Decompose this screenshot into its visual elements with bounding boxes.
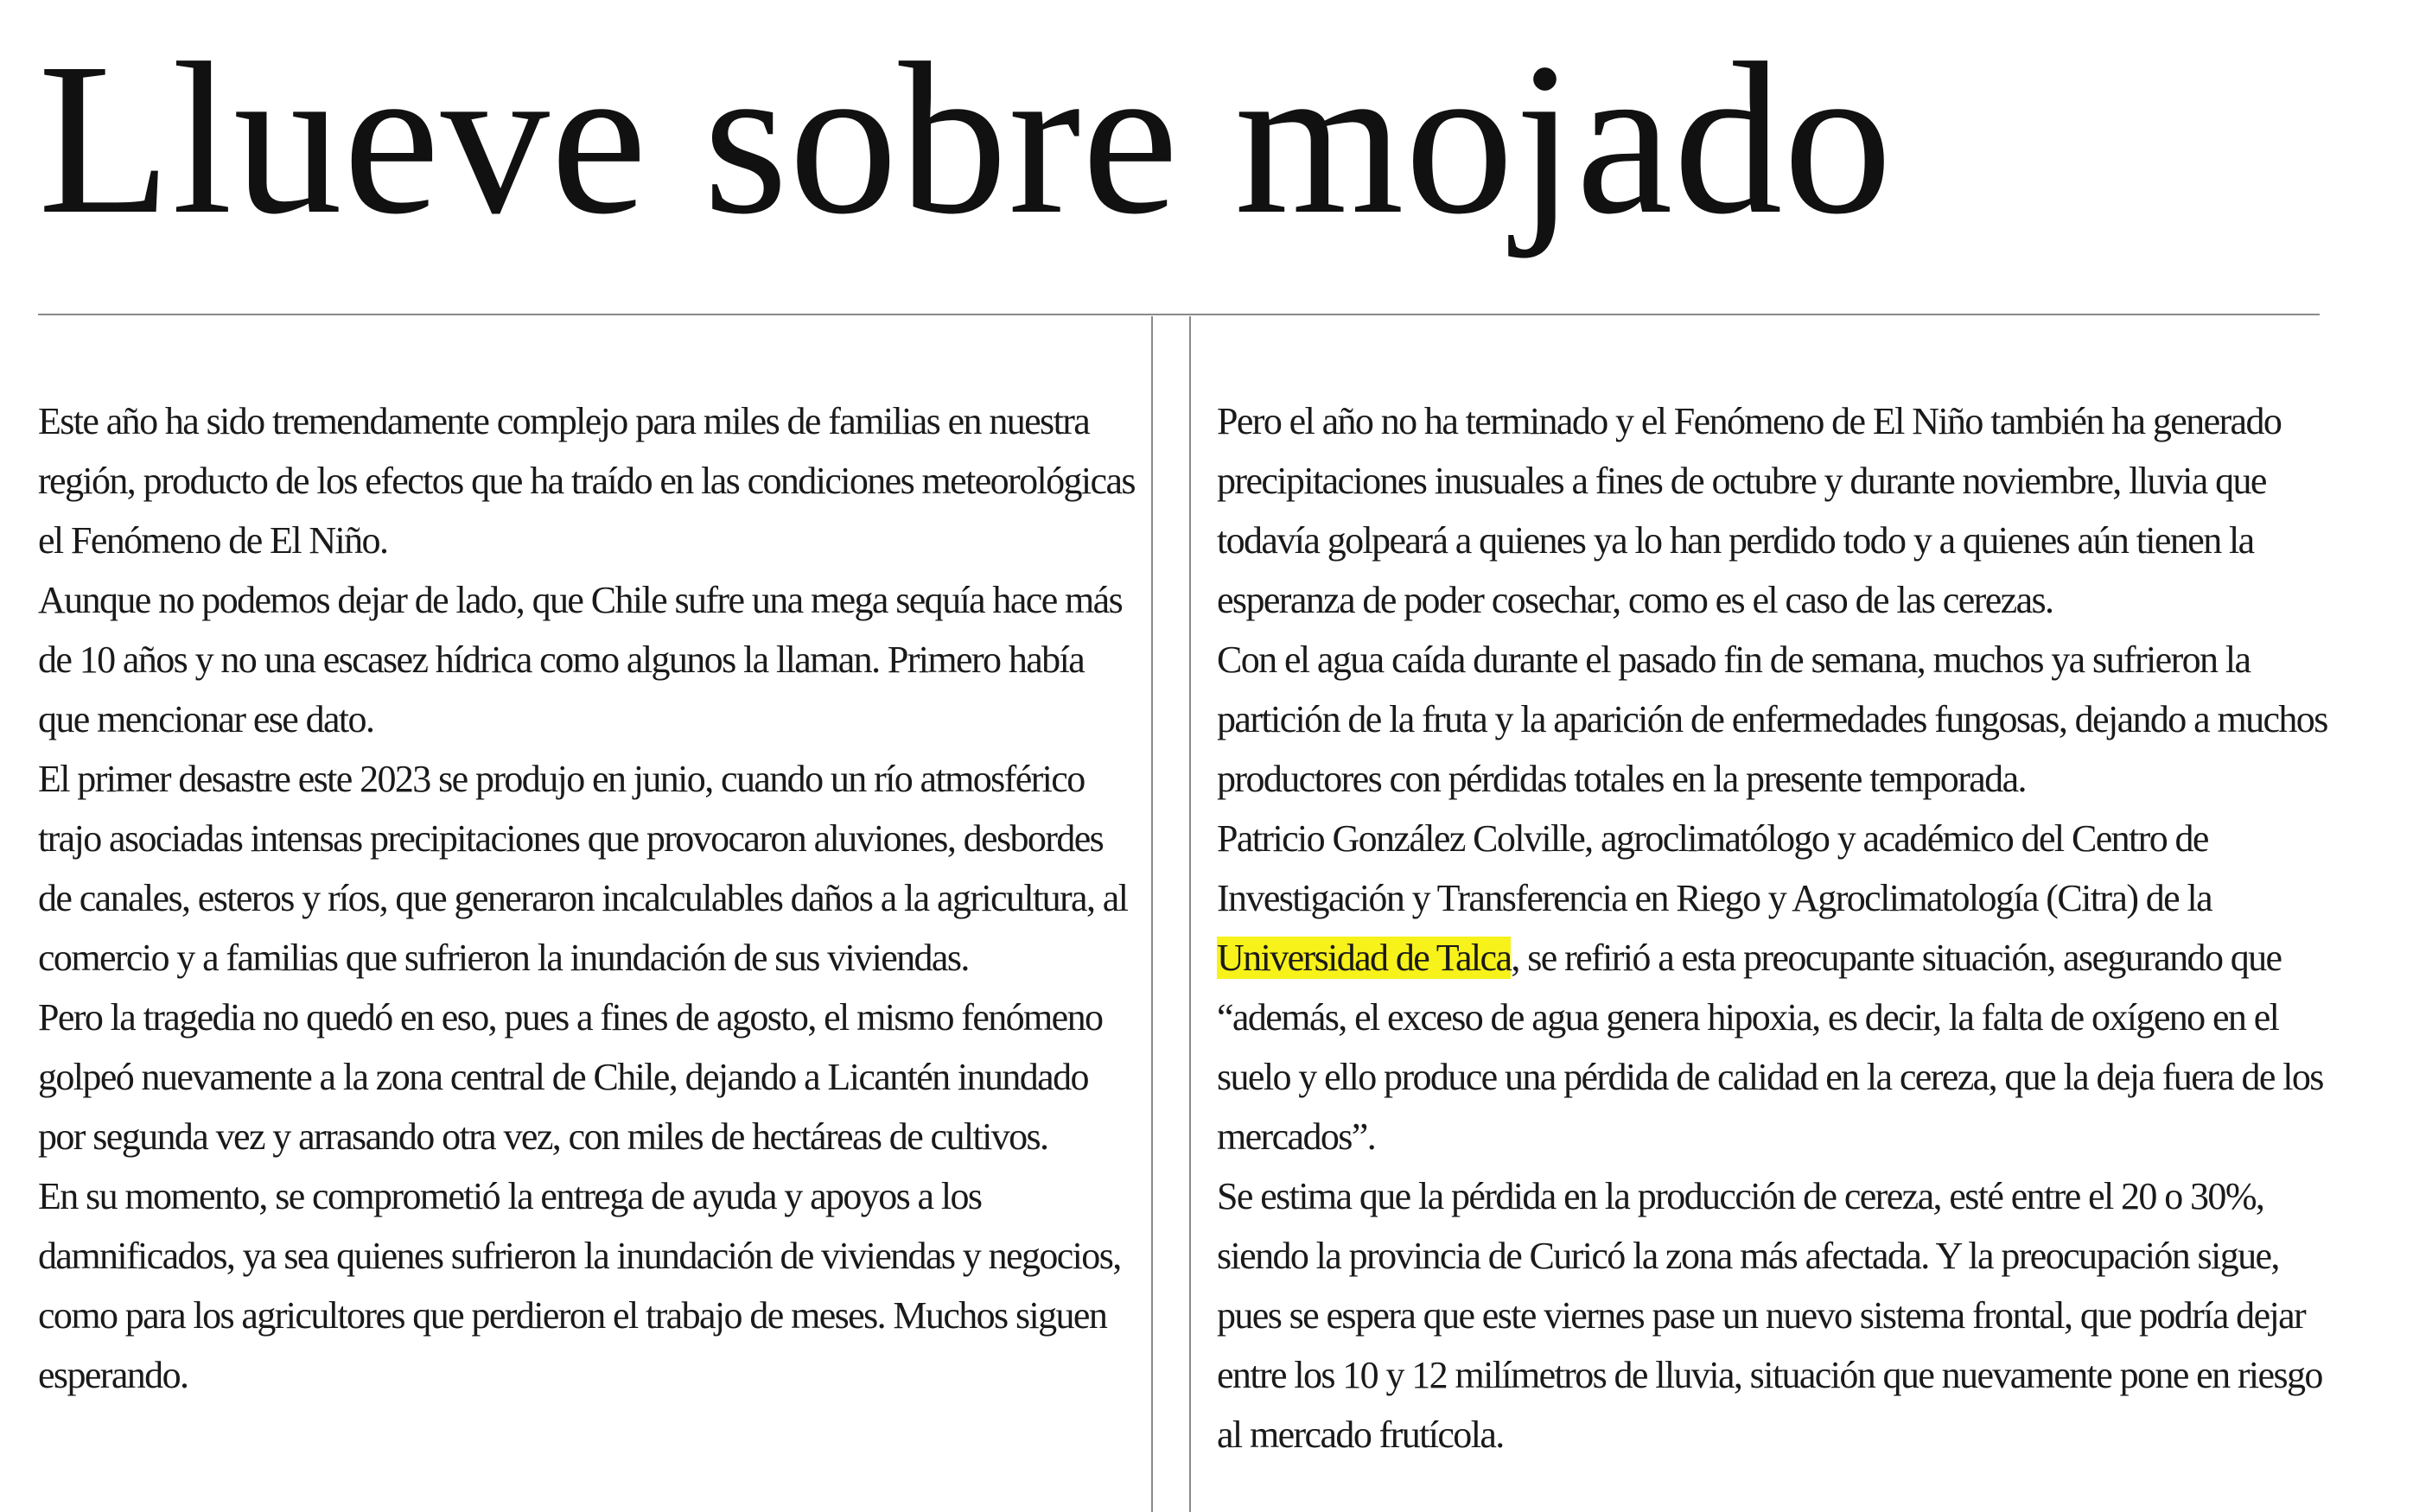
headline: Llueve sobre mojado bbox=[38, 17, 1894, 259]
right-paragraph-3-rest: , se refirió a esta preocupante situación, asegurando que “además, el exceso de agua genera hipoxia, es decir, la falta de oxígeno en el suelo y ello produce una pérdida de calidad en la cereza, que la deja fuera de los mercados”. bbox=[1217, 937, 2323, 1158]
left-paragraph-4: Pero la tragedia no quedó en eso, pues a fines de agosto, el mismo fenómeno golpeó nuevamente a la zona central de Chile, dejando a Licantén inundado por segunda vez y arrasando otra vez, con miles de hectáreas de cultivos. bbox=[38, 996, 1103, 1158]
column-divider-left bbox=[1151, 316, 1153, 1512]
left-paragraph-5: En su momento, se comprometió la entrega de ayuda y apoyos a los damnificados, ya sea quienes sufrieron la inundación de viviendas y negocios, como para los agricultores que perdieron el trabajo de meses. Muchos siguen esperando. bbox=[38, 1175, 1121, 1396]
left-paragraph-2: Aunque no podemos dejar de lado, que Chile sufre una mega sequía hace más de 10 años y no una escasez hídrica como algunos la llaman. Primero había que mencionar ese dato. bbox=[38, 579, 1123, 740]
left-paragraph-3: El primer desastre este 2023 se produjo en junio, cuando un río atmosférico trajo asociadas intensas precipitaciones que provocaron aluviones, desbordes de canales, esteros y ríos, que generaron incalculables daños a la agricultura, al comercio y a familias que sufrieron la inundación de sus viviendas. bbox=[38, 758, 1128, 979]
right-paragraph-3-lead: Patricio González Colville, agroclimatólogo y académico del Centro de Investigación y Transferencia en Riego y Agroclimatología (Citra) de la bbox=[1217, 817, 2212, 919]
highlighted-university-name: Universidad de Talca bbox=[1217, 937, 1512, 979]
right-column bbox=[1217, 391, 2327, 1464]
left-paragraph-1: Este año ha sido tremendamente complejo para miles de familias en nuestra región, producto de los efectos que ha traído en las condiciones meteorológicas el Fenómeno de El Niño. bbox=[38, 400, 1135, 562]
right-paragraph-2: Con el agua caída durante el pasado fin de semana, muchos ya sufrieron la partición de la fruta y la aparición de enfermedades fungosas, dejando a muchos productores con pérdidas totales en la presente temporada. bbox=[1217, 638, 2327, 800]
left-column bbox=[38, 391, 1140, 1405]
top-rule bbox=[38, 314, 2320, 315]
right-paragraph-3 bbox=[1217, 809, 2327, 1166]
column-divider-right bbox=[1189, 316, 1191, 1512]
right-paragraph-4: Se estima que la pérdida en la producción de cereza, esté entre el 20 o 30%, siendo la provincia de Curicó la zona más afectada. Y la preocupación sigue, pues se espera que este viernes pase un nuevo sistema frontal, que podría dejar entre los 10 y 12 milímetros de lluvia, situación que nuevamente pone en riesgo al mercado frutícola. bbox=[1217, 1175, 2322, 1456]
right-paragraph-1: Pero el año no ha terminado y el Fenómeno de El Niño también ha generado precipitaciones inusuales a fines de octubre y durante noviembre, lluvia que todavía golpeará a quienes ya lo han perdido todo y a quienes aún tienen la esperanza de poder cosechar, como es el caso de las cerezas. bbox=[1217, 400, 2282, 621]
